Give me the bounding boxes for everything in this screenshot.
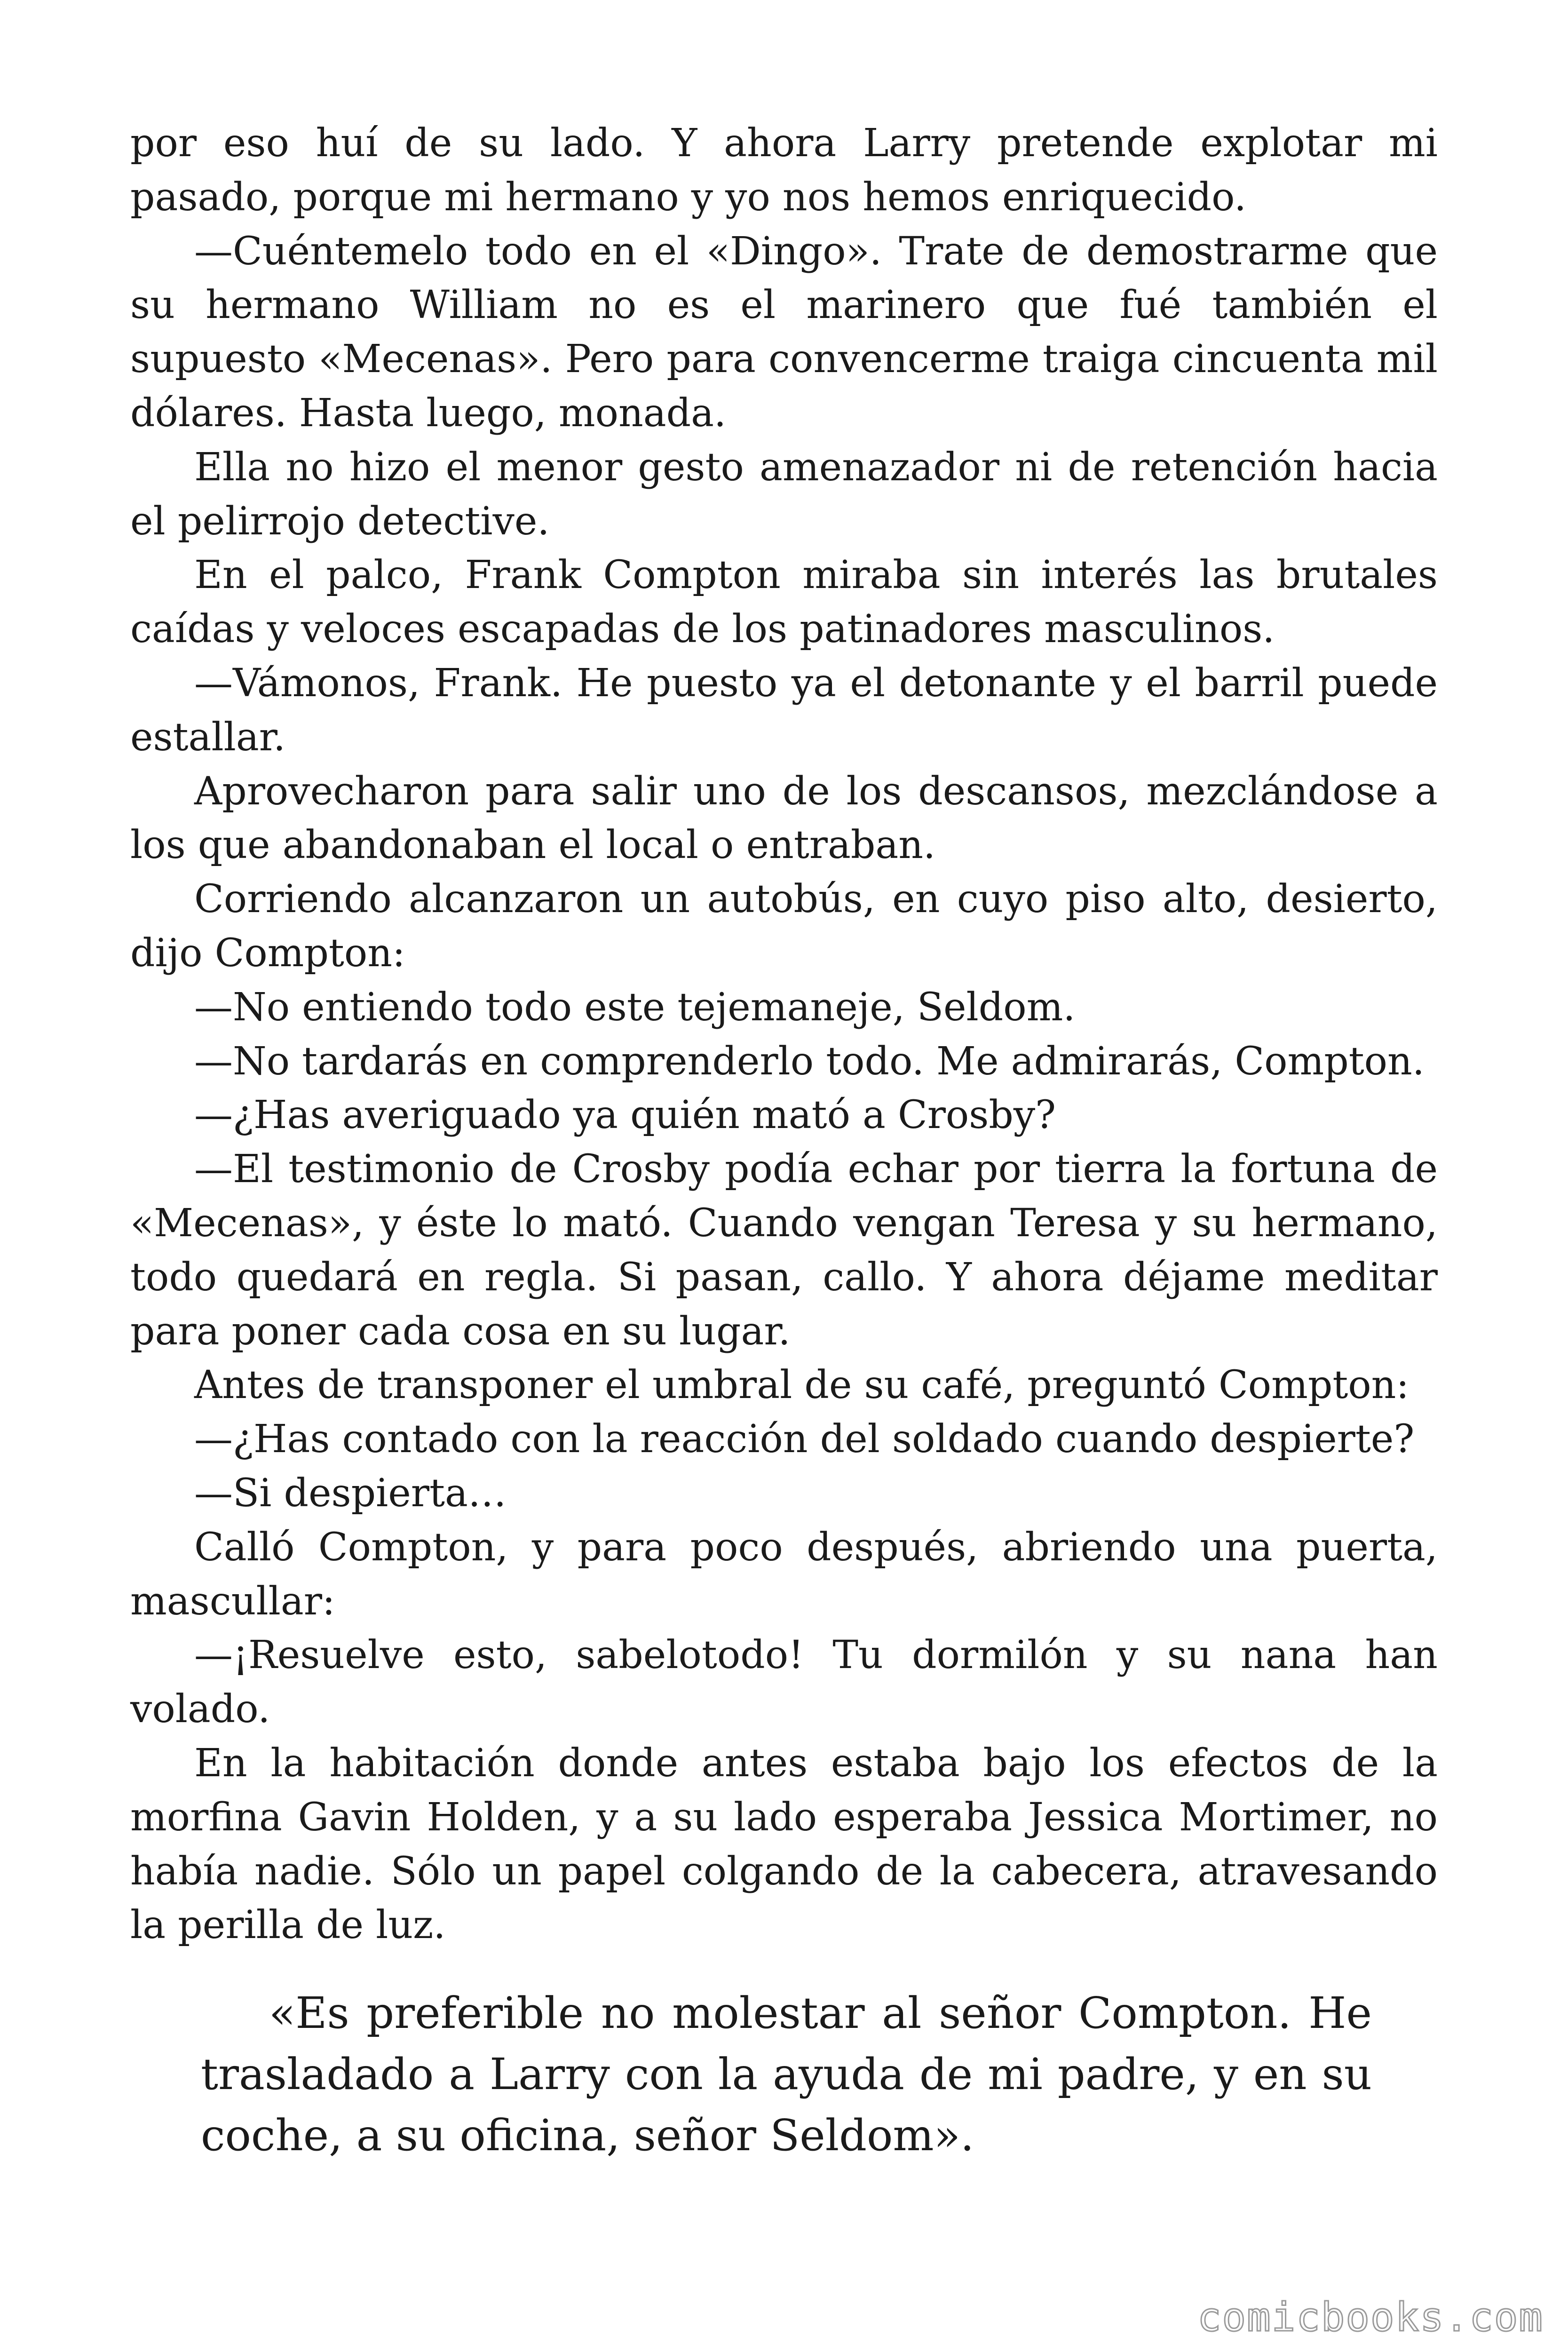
note-block (201, 1983, 1372, 2166)
paragraph: —No entiendo todo este tejemaneje, Seldom. (194, 985, 1076, 1030)
paragraph: —¿Has contado con la reacción del soldado cuando despierte? (194, 1417, 1415, 1462)
paragraph: En la habitación donde antes estaba bajo los efectos de la morfina Gavin Holden, y a su lado esperaba Jessica Mortimer, no había nadie. Sólo un papel colgando de la cabecera, atravesando la perilla de luz. (130, 1740, 1438, 1948)
watermark: comicbooks.com (1197, 2294, 1544, 2340)
paragraph: Antes de transponer el umbral de su café, preguntó Compton: (194, 1363, 1410, 1408)
note-text: «Es preferible no molestar al señor Compton. He trasladado a Larry con la ayuda de mi padre, y en su coche, a su oficina, señor Seldom». (201, 1988, 1372, 2161)
paragraph: —¡Resuelve esto, sabelotodo! Tu dormilón y su nana han volado. (130, 1633, 1438, 1732)
paragraph: —¿Has averiguado ya quién mató a Crosby? (194, 1093, 1056, 1138)
paragraph: —Cuéntemelo todo en el «Dingo». Trate de demostrarme que su hermano William no es el marinero que fué también el supuesto «Mecenas». Pero para convencerme traiga cincuenta mil dólares. Hasta luego, monada. (130, 229, 1438, 436)
body-text (130, 117, 1438, 1953)
paragraph: Corriendo alcanzaron un autobús, en cuyo piso alto, desierto, dijo Compton: (130, 877, 1438, 976)
paragraph: por eso huí de su lado. Y ahora Larry pretende explotar mi pasado, porque mi hermano y yo nos hemos enriquecido. (130, 121, 1438, 220)
paragraph: —Vámonos, Frank. He puesto ya el detonante y el barril puede estallar. (130, 660, 1438, 760)
paragraph: —El testimonio de Crosby podía echar por tierra la fortuna de «Mecenas», y éste lo mató. Cuando vengan Teresa y su hermano, todo quedará en regla. Si pasan, callo. Y ahora déjame meditar para poner cada cosa en su lugar. (130, 1147, 1438, 1354)
paragraph: —Si despierta… (194, 1470, 507, 1516)
paragraph: Ella no hizo el menor gesto amenazador ni de retención hacia el pelirrojo detective. (130, 445, 1438, 544)
paragraph: Calló Compton, y para poco después, abriendo una puerta, mascullar: (130, 1525, 1438, 1624)
paragraph: Aprovecharon para salir uno de los descansos, mezclándose a los que abandonaban el local o entraban. (130, 769, 1438, 868)
paragraph: —No tardarás en comprenderlo todo. Me admirarás, Compton. (194, 1039, 1425, 1084)
paragraph: En el palco, Frank Compton miraba sin interés las brutales caídas y veloces escapadas de los patinadores masculinos. (130, 553, 1438, 652)
